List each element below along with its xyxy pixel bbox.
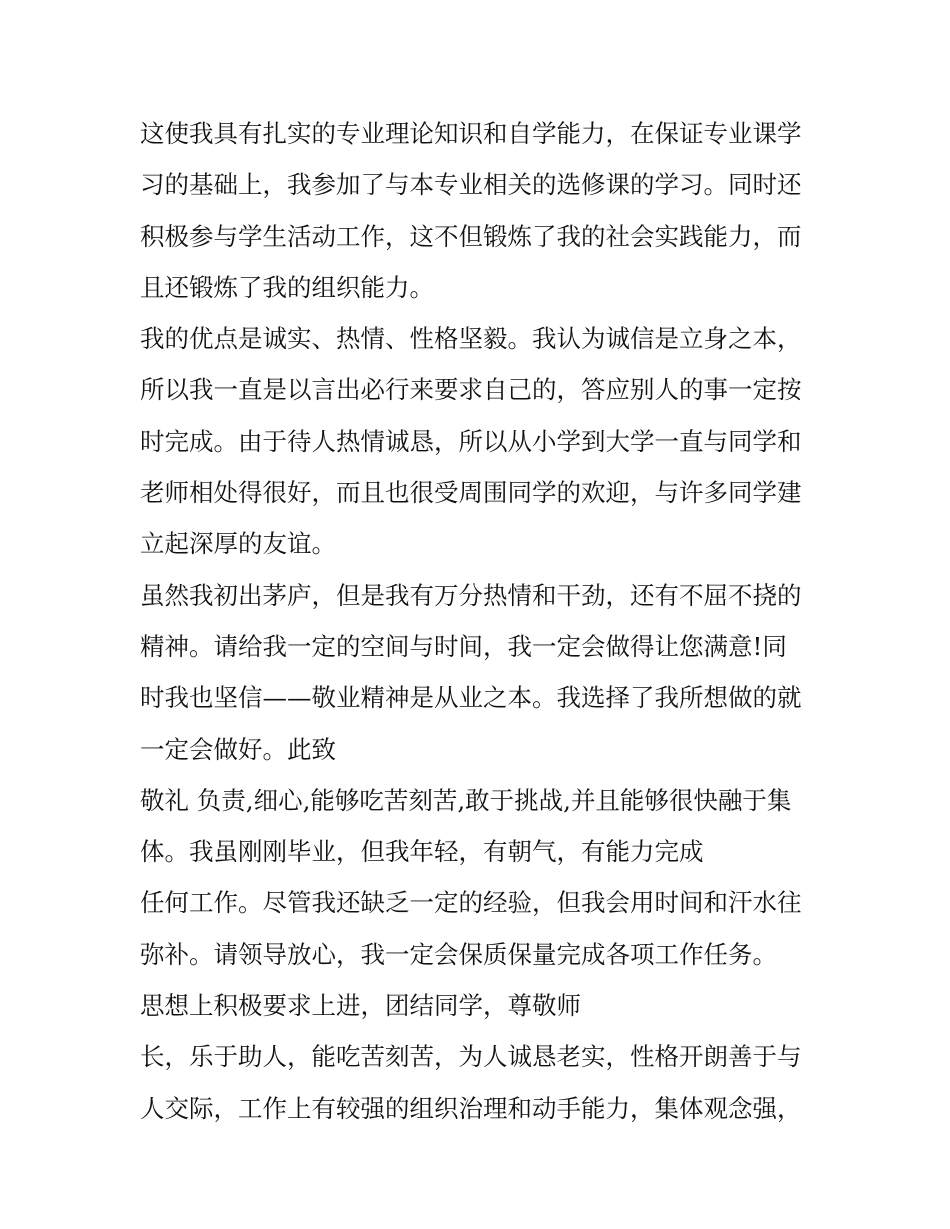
text-line: 敬礼 负责,细心,能够吃苦刻苦,敢于挑战,并且能够很快融于集 <box>140 785 792 815</box>
text-line: 积极参与学生活动工作，这不但锻炼了我的社会实践能力，而 <box>140 221 802 251</box>
text-line: 时完成。由于待人热情诚恳，所以从小学到大学一直与同学和 <box>140 426 802 456</box>
text-line: 且还锻炼了我的组织能力。 <box>140 272 434 302</box>
text-line: 人交际，工作上有较强的组织治理和动手能力，集体观念强， <box>140 1093 802 1123</box>
text-line: 一定会做好。此致 <box>140 734 336 764</box>
body-text <box>140 108 820 1134</box>
text-line: 所以我一直是以言出必行来要求自己的，答应别人的事一定按 <box>140 375 802 405</box>
text-line: 体。我虽刚刚毕业，但我年轻，有朝气，有能力完成 <box>140 837 704 867</box>
text-line: 时我也坚信——敬业精神是从业之本。我选择了我所想做的就 <box>140 683 802 713</box>
text-line: 习的基础上，我参加了与本专业相关的选修课的学习。同时还 <box>140 170 802 200</box>
text-line: 弥补。请领导放心，我一定会保质保量完成各项工作任务。 <box>140 939 777 969</box>
text-line: 老师相处得很好，而且也很受周围同学的欢迎，与许多同学建 <box>140 478 802 508</box>
text-line: 任何工作。尽管我还缺乏一定的经验，但我会用时间和汗水往 <box>140 888 802 918</box>
text-line: 长，乐于助人，能吃苦刻苦，为人诚恳老实，性格开朗善于与 <box>140 1042 802 1072</box>
text-line: 我的优点是诚实、热情、性格坚毅。我认为诚信是立身之本， <box>140 324 802 354</box>
text-line: 精神。请给我一定的空间与时间，我一定会做得让您满意!同 <box>140 631 787 661</box>
text-line: 这使我具有扎实的专业理论知识和自学能力，在保证专业课学 <box>140 119 802 148</box>
text-line: 思想上积极要求上进，团结同学，尊敬师 <box>140 991 581 1021</box>
text-line: 虽然我初出茅庐，但是我有万分热情和干劲，还有不屈不挠的 <box>140 580 802 610</box>
text-line: 立起深厚的友谊。 <box>140 529 336 559</box>
